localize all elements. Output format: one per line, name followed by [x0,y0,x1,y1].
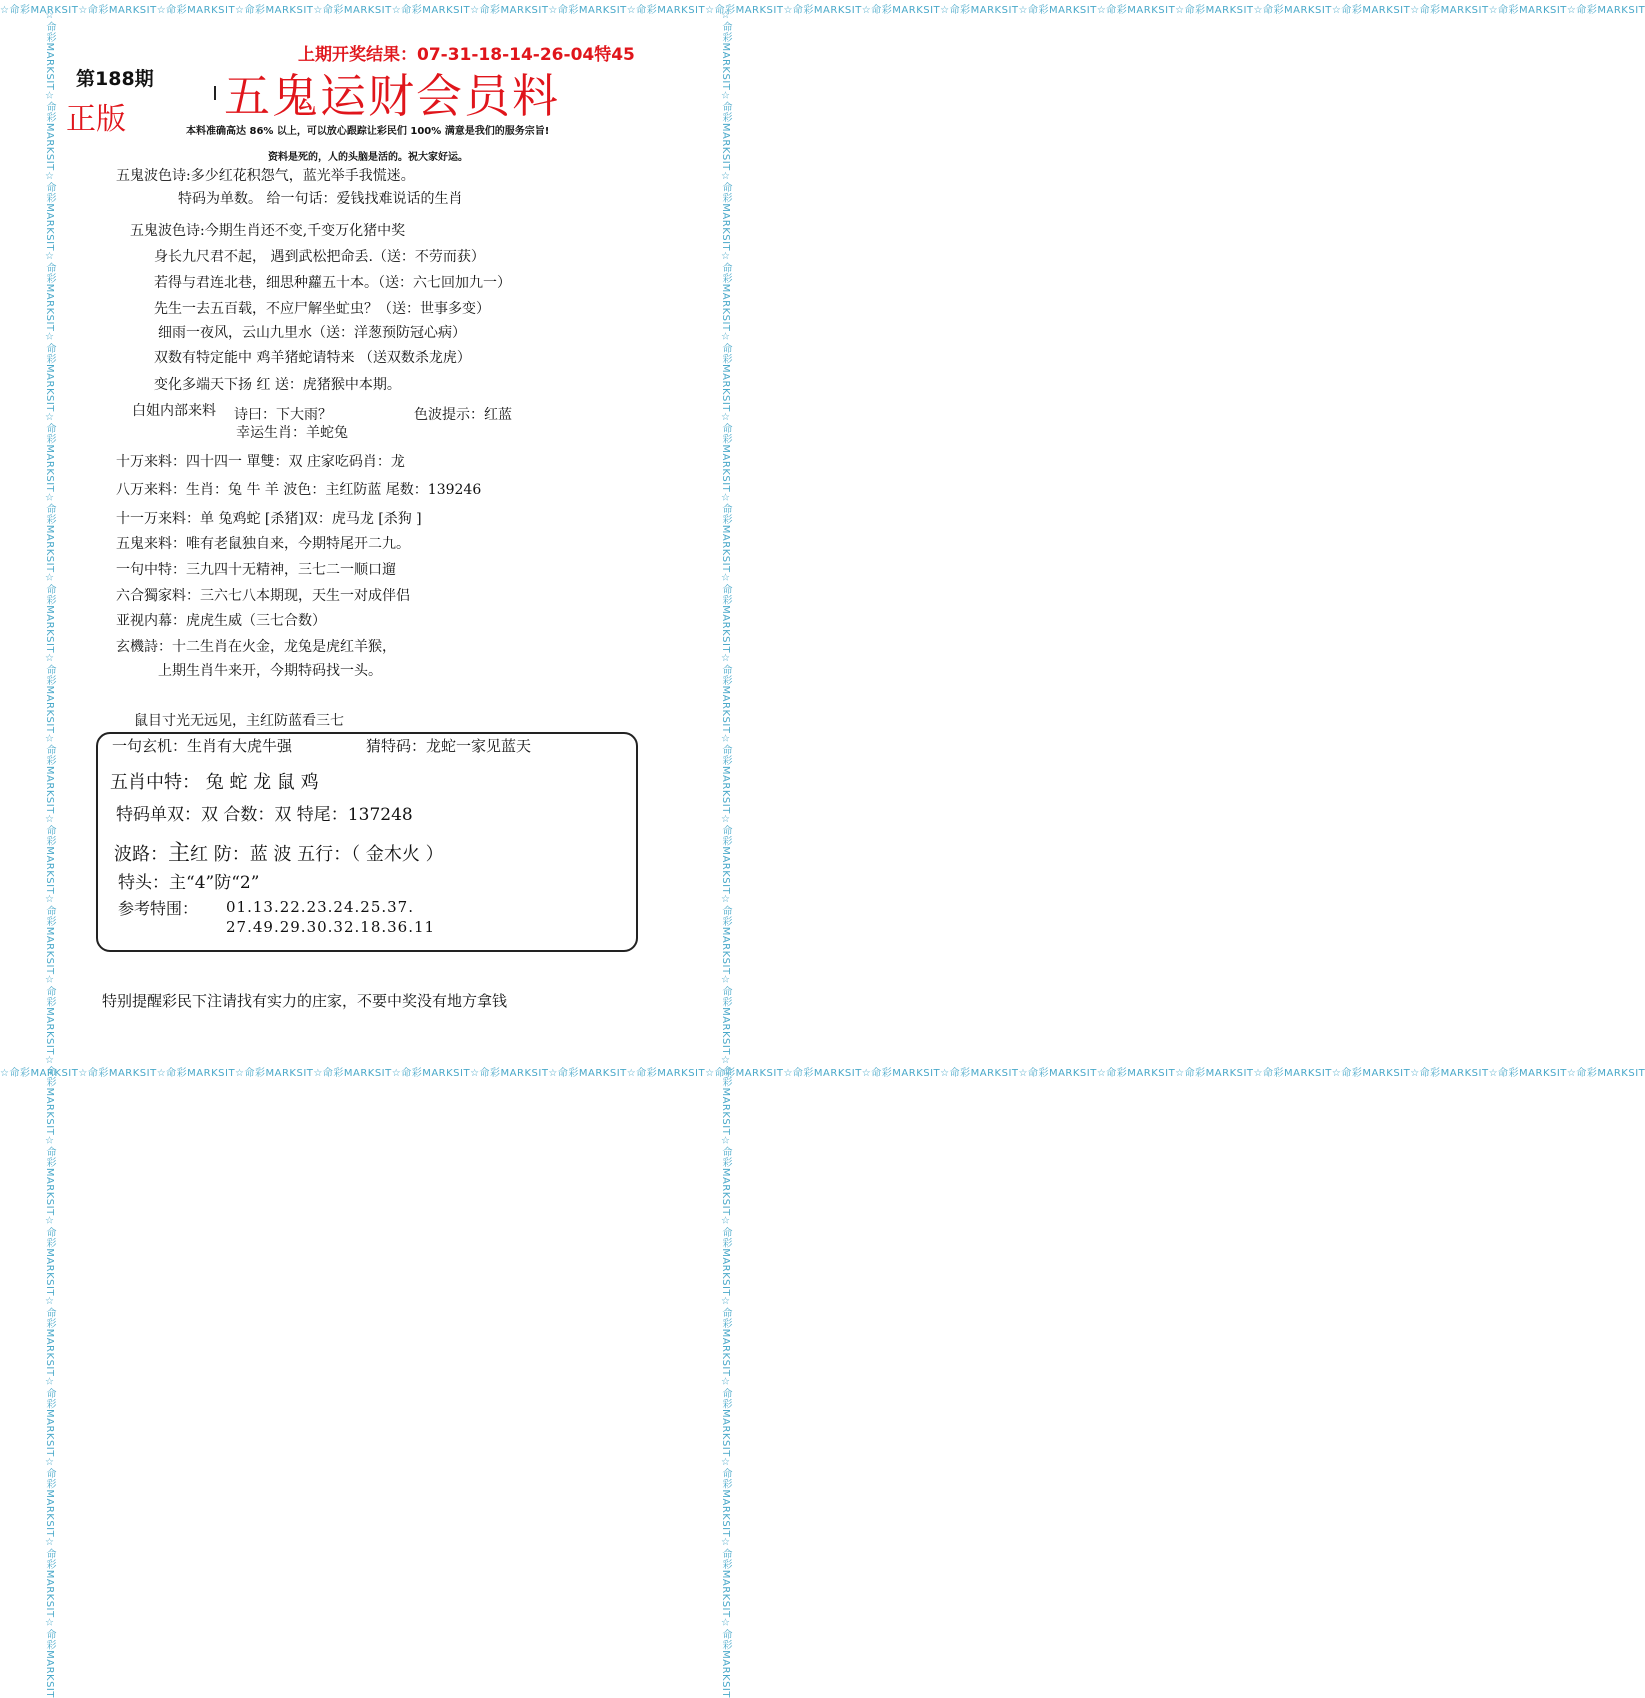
border-text: ☆命彩MARKSIT [44,10,55,91]
issue-number: 第188期 [76,68,154,90]
border-text: ☆命彩MARKSIT [720,10,731,91]
wave-label: 波路： [114,844,168,865]
border-top: ☆命彩MARKSIT☆命彩MARKSIT☆命彩MARKSIT☆命彩MARKSIT☆命彩MARKSIT☆命彩MARKSIT☆命彩MARKSIT☆命彩MARKSIT☆命彩MARKSIT☆命彩MARKSIT☆命彩MARKSIT☆命彩MARKSIT☆命彩MARKSIT☆命彩MARKSIT☆命彩MARKSIT☆命彩MARKSIT☆命彩MARKSIT☆命彩MARKSIT☆命彩MARKSIT☆命彩MARKSIT☆命彩MARKSIT [0,5,1645,16]
poem2-line: 双数有特定能中 鸡羊猪蛇请特来 （送双数杀龙虎） [154,350,471,366]
info-line: 十万来料：四十四一 單雙：双 庄家吃码肖：龙 [116,454,405,470]
info-line: 上期生肖牛来开，今期特码找一头。 [158,663,382,679]
poem2-line: 细雨一夜风，云山九里水（送：洋葱预防冠心病） [158,325,466,341]
notice-luck: 资料是死的，人的头脑是活的。祝大家好运。 [268,152,468,163]
info-line: 玄機詩：十二生肖在火金，龙兔是虎红羊猴， [116,639,396,655]
lucky-zodiac: 幸运生肖：羊蛇兔 [236,425,348,441]
last-result: 上期开奖结果：07-31-18-14-26-04特45 [298,45,635,65]
ref-row-1: 01.13.22.23.24.25.37. [226,898,414,916]
mouse-line: 鼠目寸光无远见，主红防蓝看三七 [134,713,344,729]
parity-line: 特码单双：双 合数：双 特尾：137248 [116,805,413,825]
notice-accuracy: 本料准确高达 86% 以上，可以放心跟踪让彩民们 100% 满意是我们的服务宗旨! [186,126,550,137]
riddle-line: 一句玄机：生肖有大虎牛强 [112,737,293,755]
wave-line [114,836,444,867]
edition-label: 正版 [66,102,126,137]
poem2-line: 若得与君连北巷，细思种蘿五十本。（送：六七回加九一） [154,275,511,291]
insider-poem: 诗曰：下大雨？ [234,407,332,423]
info-line: 五鬼来料：唯有老鼠独自来，今期特尾开二九。 [116,536,410,552]
info-line: 八万来料：生肖：兔 牛 羊 波色：主红防蓝 尾数：139246 [116,482,482,498]
border-right: ☆命彩MARKSIT☆命彩MARKSIT☆命彩MARKSIT☆命彩MARKSIT☆命彩MARKSIT☆命彩MARKSIT☆命彩MARKSIT☆命彩MARKSIT☆命彩MARKSIT☆命彩MARKSIT☆命彩MARKSIT☆命彩MARKSIT☆命彩MARKSIT☆命彩MARKSIT☆命彩MARKSIT☆命彩MARKSIT☆命彩MARKSIT☆命彩MARKSIT☆命彩MARKSIT☆命彩MARKSIT☆命彩MARKSIT [720,10,731,1698]
guess-line: 猜特码：龙蛇一家见蓝天 [366,737,532,755]
border-text: ☆命彩MARKSIT [0,1068,79,1079]
poem2-line: 变化多端天下扬 红 送：虎猪猴中本期。 [154,377,401,393]
info-line: 六合獨家料：三六七八本期现，天生一对成伴侣 [116,588,410,604]
page-title: 五鬼运财会员料 [224,69,560,123]
wave-rest: 红 防：蓝 波 五行：（ 金木火 ） [190,844,444,865]
poem2-line: 身长九尺君不起， 遇到武松把命丢.（送：不劳而获） [154,249,485,265]
poem2-line: 先生一去五百载，不应尸解坐虻虫？（送：世事多变） [154,301,490,317]
insider-label: 白姐内部来料 [132,403,216,419]
five-zodiac: 五肖中特： 兔 蛇 龙 鼠 鸡 [110,772,319,793]
ref-label: 参考特围： [118,899,199,918]
footer-reminder: 特别提醒彩民下注请找有实力的庄家，不要中奖没有地方拿钱 [102,992,508,1010]
title-divider [214,86,216,100]
info-line: 亚视内幕：虎虎生威（三七合数） [116,613,326,629]
poem1-line1: 五鬼波色诗:多少红花积怨气，蓝光举手我慌迷。 [116,168,415,184]
poem2-title: 五鬼波色诗:今期生肖还不变,千变万化猪中奖 [130,223,406,239]
head-line: 特头：主“4”防“2” [118,873,260,893]
ref-row-2: 27.49.29.30.32.18.36.11 [226,918,436,936]
wave-main: 主 [168,841,191,866]
color-hint: 色波提示：红蓝 [414,407,512,423]
poem1-line2: 特码为单数。 给一句话：爱钱找难说话的生肖 [178,191,463,207]
border-bottom: ☆命彩MARKSIT☆命彩MARKSIT☆命彩MARKSIT☆命彩MARKSIT☆命彩MARKSIT☆命彩MARKSIT☆命彩MARKSIT☆命彩MARKSIT☆命彩MARKSIT☆命彩MARKSIT☆命彩MARKSIT☆命彩MARKSIT☆命彩MARKSIT☆命彩MARKSIT☆命彩MARKSIT☆命彩MARKSIT☆命彩MARKSIT☆命彩MARKSIT☆命彩MARKSIT☆命彩MARKSIT☆命彩MARKSIT [0,1068,1645,1079]
info-line: 十一万来料：单 兔鸡蛇 [杀猪]双：虎马龙 [杀狗 ] [116,511,422,527]
info-line: 一句中特：三九四十无精神，三七二一顺口遛 [116,562,396,578]
border-text: ☆命彩MARKSIT [0,5,79,16]
border-left: ☆命彩MARKSIT☆命彩MARKSIT☆命彩MARKSIT☆命彩MARKSIT☆命彩MARKSIT☆命彩MARKSIT☆命彩MARKSIT☆命彩MARKSIT☆命彩MARKSIT☆命彩MARKSIT☆命彩MARKSIT☆命彩MARKSIT☆命彩MARKSIT☆命彩MARKSIT☆命彩MARKSIT☆命彩MARKSIT☆命彩MARKSIT☆命彩MARKSIT☆命彩MARKSIT☆命彩MARKSIT☆命彩MARKSIT [44,10,55,1698]
